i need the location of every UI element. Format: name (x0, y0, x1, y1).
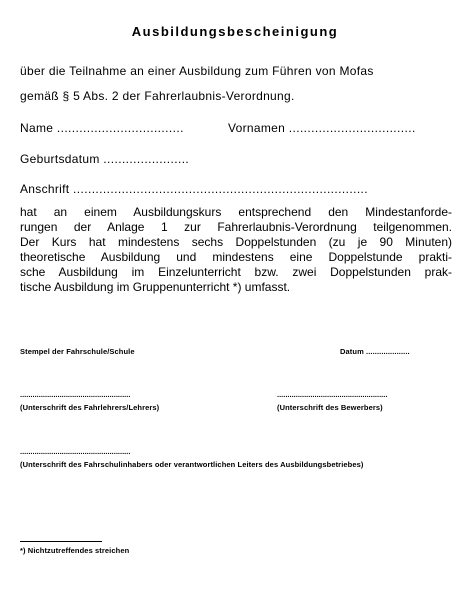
intro-line-2: gemäß § 5 Abs. 2 der Fahrerlaubnis-Verordnung. (20, 89, 295, 103)
name-field[interactable] (20, 121, 184, 135)
name-dots: .................................. (56, 121, 184, 135)
bewerber-signature-caption: (Unterschrift des Bewerbers) (277, 403, 383, 412)
fahrlehrer-signature-caption: (Unterschrift des Fahrlehrers/Lehrers) (20, 403, 160, 412)
anschrift-field[interactable] (20, 182, 368, 196)
datum-dots: .................... (366, 347, 410, 356)
geburtsdatum-field[interactable] (20, 152, 189, 166)
inhaber-signature-caption: (Unterschrift des Fahrschulinhabers oder verantwortlichen Leiters des Ausbildungsbetriebes) (20, 460, 364, 469)
body-line: Der Kurs hat mindestens sechs Doppelstunden (zu je 90 Minuten) (20, 235, 452, 249)
bewerber-signature-line[interactable]: ..................................................... (277, 390, 388, 399)
geburtsdatum-dots: ....................... (103, 152, 190, 166)
datum-field[interactable] (340, 347, 410, 356)
geburtsdatum-label: Geburtsdatum (20, 152, 100, 166)
inhaber-signature-line[interactable]: ..................................................... (20, 447, 131, 456)
footnote: *) Nichtzutreffendes streichen (20, 546, 130, 555)
body-line: rungen der Anlage 1 zur Fahrerlaubnis-Verordnung teilgenommen. (20, 220, 452, 234)
fahrlehrer-signature-line[interactable]: ..................................................... (20, 390, 131, 399)
intro-line-1: über die Teilnahme an einer Ausbildung zum Führen von Mofas (20, 64, 374, 78)
name-label: Name (20, 121, 54, 135)
vorname-dots: .................................. (288, 121, 416, 135)
body-line: sche Ausbildung im Einzelunterricht bzw. zwei Doppelstunden prak- (20, 265, 452, 279)
anschrift-dots: ............................................................................... (73, 182, 369, 196)
datum-label: Datum (340, 347, 364, 356)
body-line: theoretische Ausbildung und mindestens eine Doppelstunde prakti- (20, 250, 452, 264)
footnote-rule (20, 541, 102, 542)
anschrift-label: Anschrift (20, 182, 70, 196)
stempel-label: Stempel der Fahrschule/Schule (20, 347, 135, 356)
vorname-field[interactable] (228, 121, 416, 135)
certificate-body (20, 205, 452, 295)
body-line: hat an einem Ausbildungskurs entsprechend den Mindestanforde- (20, 205, 452, 219)
vorname-label: Vornamen (228, 121, 286, 135)
body-line: tische Ausbildung im Gruppenunterricht *) umfasst. (20, 280, 291, 294)
document-title: Ausbildungsbescheinigung (131, 24, 339, 39)
